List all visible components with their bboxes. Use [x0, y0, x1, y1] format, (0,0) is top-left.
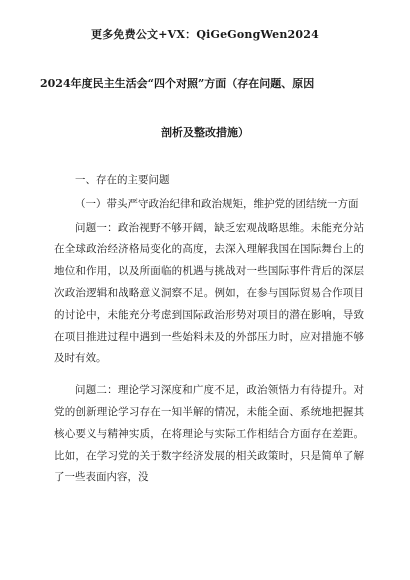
document-title-line-2: 剖析及整改措施）: [161, 126, 249, 139]
subsection-heading: （一）带头严守政治纪律和政治规矩，维护党的团结统一方面: [75, 197, 359, 210]
problem-paragraph-2: 问题二：理论学习深度和广度不足，政治领悟力有待提升。对党的创新理论学习存在一知半解的情况，未能全面、系统地把握其核心要义与精神实质，在将理论与实际工作相结合方面存在差距。比如，在学习党的关于数字经济发展的相关政策时，只是简单了解了一些表面内容，没: [54, 384, 364, 484]
document-body: [54, 170, 364, 489]
header-promo-text: 更多免费公文+VX：QiGeGongWen2024: [91, 28, 319, 41]
document-title-line-1: 2024年度民主生活会“四个对照”方面（存在问题、原因: [40, 77, 315, 90]
section-heading: 一、存在的主要问题: [75, 174, 170, 186]
problem-paragraph-1: 问题一：政治视野不够开阔，缺乏宏观战略思维。未能充分站在全球政治经济格局变化的高度，去深入理解我国在国际舞台上的地位和作用，以及所面临的机遇与挑战对一些国际事件背后的深层次政治逻辑和战略意义洞察不足。例如，在参与国际贸易合作项目的讨论中，未能充分考虑到国际政治形势对项目的潜在影响，导致在项目推进过程中遇到一些始料未及的外部压力时，应对措施不够及时有效。: [54, 221, 364, 365]
